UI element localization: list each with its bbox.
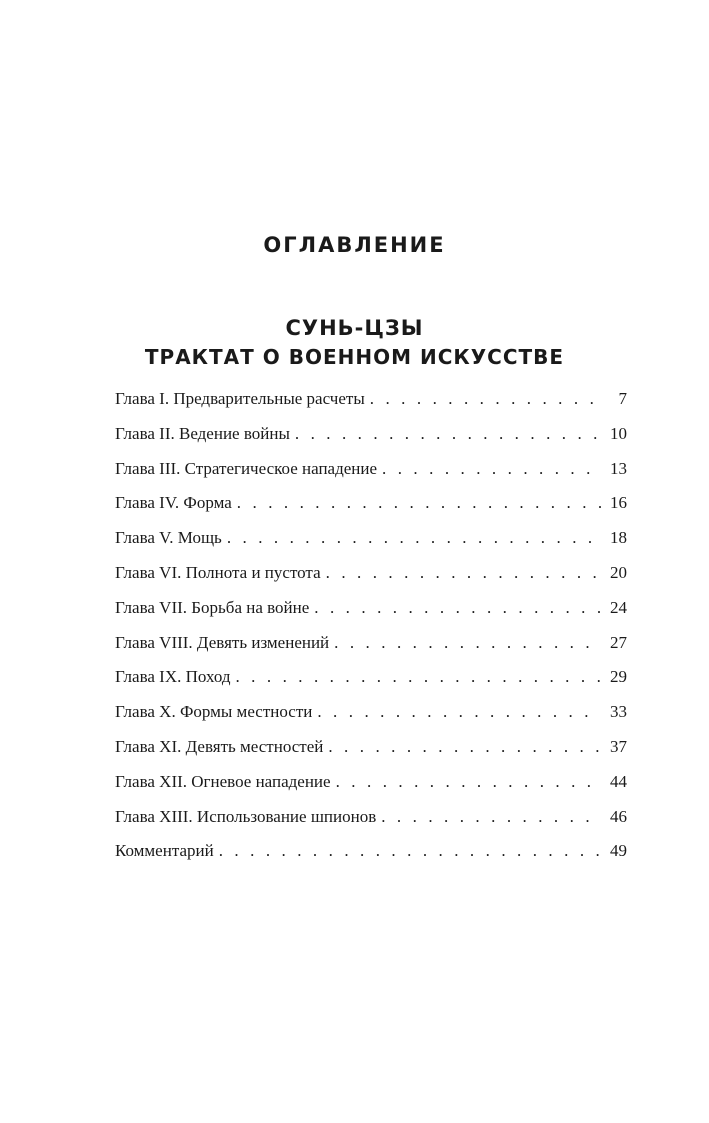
toc-entry-8[interactable] bbox=[115, 633, 627, 668]
toc-entry-page: 16 bbox=[610, 493, 627, 513]
toc-entry-12[interactable] bbox=[115, 772, 627, 807]
toc-entry-14[interactable] bbox=[115, 841, 627, 876]
toc-entry-label: Глава II. Ведение войны bbox=[115, 423, 290, 443]
toc-entry-label: Глава V. Мощь bbox=[115, 528, 222, 548]
toc-entry-2[interactable] bbox=[115, 424, 627, 459]
toc-entry-page: 33 bbox=[610, 702, 627, 722]
toc-entry-label: Глава XII. Огневое нападение bbox=[115, 771, 331, 791]
toc-entry-1[interactable] bbox=[115, 389, 627, 424]
dot-leader bbox=[334, 633, 601, 653]
dot-leader bbox=[295, 424, 601, 444]
toc-entry-label: Глава VII. Борьба на войне bbox=[115, 597, 310, 617]
toc-entry-page: 27 bbox=[610, 632, 627, 652]
toc-entry-4[interactable] bbox=[115, 493, 627, 528]
dot-leader bbox=[370, 389, 601, 409]
work-title: ТРАКТАТ О ВОЕННОМ ИСКУССТВЕ bbox=[144, 345, 565, 369]
toc-entry-9[interactable] bbox=[115, 667, 627, 702]
toc-entry-label: Глава XIII. Использование шпионов bbox=[115, 806, 377, 826]
toc-entry-11[interactable] bbox=[115, 737, 627, 772]
toc-entry-label: Глава IX. Поход bbox=[115, 667, 231, 687]
toc-entry-label: Комментарий bbox=[115, 841, 214, 861]
toc-entry-page: 13 bbox=[610, 458, 627, 478]
dot-leader bbox=[381, 807, 601, 827]
toc-entry-3[interactable] bbox=[115, 459, 627, 494]
toc-entry-10[interactable] bbox=[115, 702, 627, 737]
dot-leader bbox=[328, 737, 601, 757]
toc-entry-label: Глава XI. Девять местностей bbox=[115, 736, 324, 756]
toc-entry-label: Глава X. Формы местности bbox=[115, 702, 313, 722]
toc-entry-page: 18 bbox=[610, 528, 627, 548]
toc-entry-page: 24 bbox=[610, 597, 627, 617]
toc-entry-page: 7 bbox=[618, 389, 627, 408]
dot-leader bbox=[317, 702, 601, 722]
dot-leader bbox=[336, 772, 601, 792]
toc-entry-page: 10 bbox=[610, 423, 627, 443]
toc-entry-page: 44 bbox=[610, 771, 627, 791]
dot-leader bbox=[314, 598, 601, 618]
dot-leader bbox=[237, 493, 601, 513]
toc-entry-label: Глава IV. Форма bbox=[115, 493, 232, 513]
toc-entry-page: 29 bbox=[610, 667, 627, 687]
toc-heading: ОГЛАВЛЕНИЕ bbox=[263, 233, 446, 257]
toc-entry-page: 20 bbox=[610, 562, 627, 582]
dot-leader bbox=[326, 563, 601, 583]
toc-entry-label: Глава VI. Полнота и пустота bbox=[115, 562, 321, 582]
dot-leader bbox=[235, 667, 601, 687]
toc-entry-6[interactable] bbox=[115, 563, 627, 598]
toc-list bbox=[115, 389, 627, 876]
toc-entry-page: 46 bbox=[610, 806, 627, 826]
dot-leader bbox=[219, 841, 601, 861]
toc-entry-13[interactable] bbox=[115, 807, 627, 842]
toc-entry-page: 49 bbox=[610, 841, 627, 861]
dot-leader bbox=[227, 528, 601, 548]
toc-entry-7[interactable] bbox=[115, 598, 627, 633]
work-author: СУНЬ-ЦЗЫ bbox=[285, 316, 424, 340]
toc-entry-page: 37 bbox=[610, 736, 627, 756]
toc-entry-label: Глава VIII. Девять изменений bbox=[115, 632, 330, 652]
dot-leader bbox=[382, 459, 601, 479]
toc-entry-label: Глава III. Стратегическое нападение bbox=[115, 458, 378, 478]
toc-entry-label: Глава I. Предварительные расчеты bbox=[115, 389, 365, 408]
toc-entry-5[interactable] bbox=[115, 528, 627, 563]
